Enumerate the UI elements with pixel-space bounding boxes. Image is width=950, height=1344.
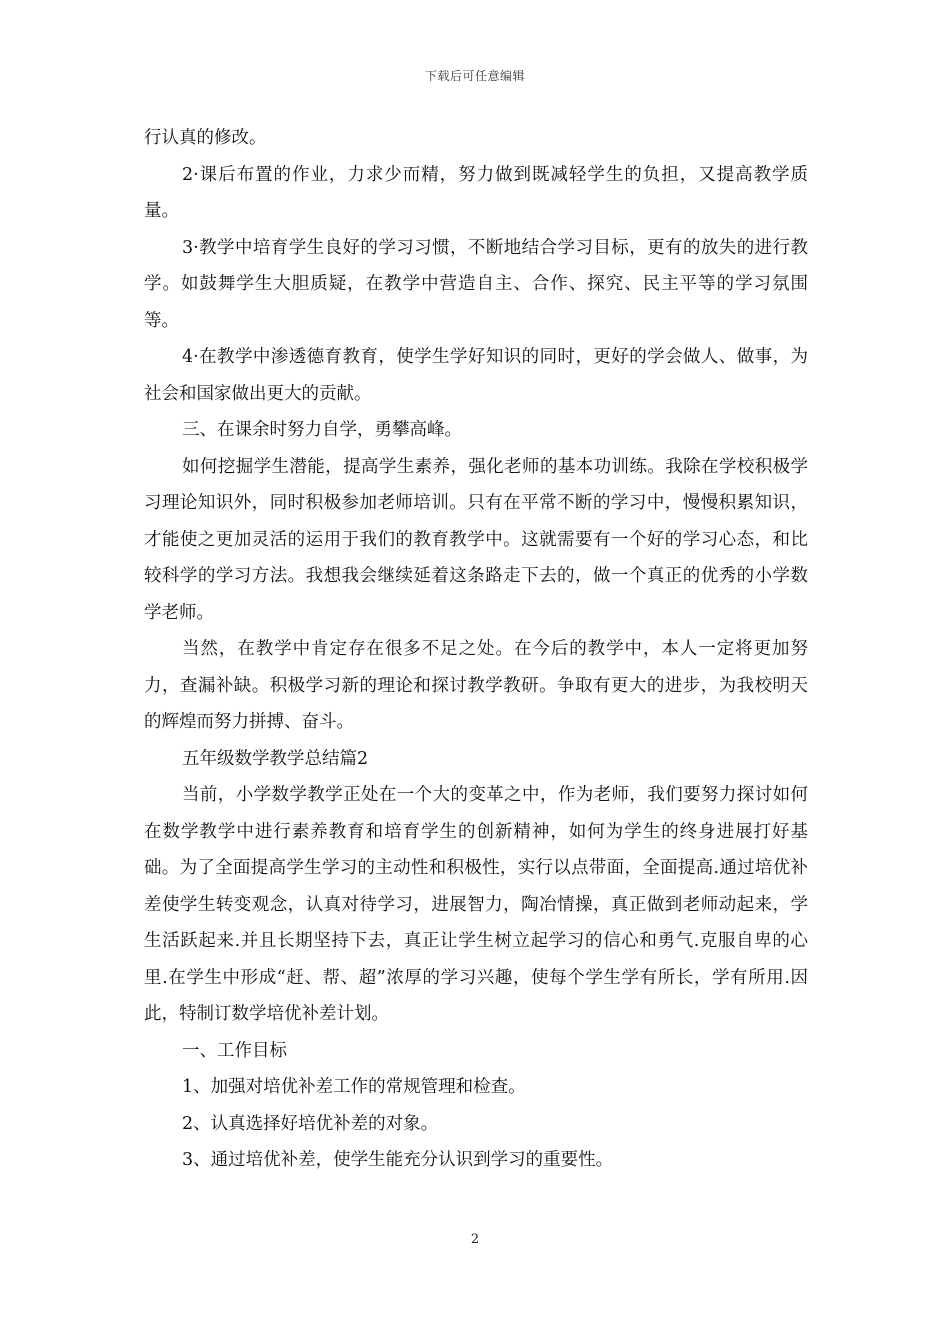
- article-title-2: 五年级数学教学总结篇2: [182, 748, 369, 769]
- paragraph-4: 4·在教学中渗透德育教育，使学生学好知识的同时，更好的学会做人、做事，为社会和国家做出更大的贡献。: [144, 347, 808, 404]
- paragraph-3: 3·教学中培育学生良好的学习习惯，不断地结合学习目标，更有的放失的进行教学。如鼓舞学生大胆质疑，在教学中营造自主、合作、探究、民主平等的学习氛围等。: [144, 237, 808, 331]
- page-header: 下载后可任意编辑: [424, 69, 525, 83]
- list-item-2: 2、认真选择好培优补差的对象。: [182, 1113, 439, 1134]
- paragraph-1: 行认真的修改。: [144, 128, 267, 148]
- paragraph-2: 2·课后布置的作业，力求少而精，努力做到既减轻学生的负担，又提高教学质量。: [144, 164, 808, 221]
- section-heading-1: 一、工作目标: [182, 1040, 287, 1061]
- page-number: 2: [470, 1232, 480, 1247]
- paragraph-9: 当前，小学数学教学正处在一个大的变革之中，作为老师，我们要努力探讨如何在数学教学中进行素养教育和培育学生的创新精神，如何为学生的终身进展打好基础。为了全面提高学生学习的主动性和积极性，实行以点带面，全面提高.通过培优补差使学生转变观念，认真对待学习，进展智力，陶冶情操，真正做到老师动起来，学生活跃起来.并且长期坚持下去，真正让学生树立起学习的信心和勇气.克服自卑的心里.在学生中形成“赶、帮、超”浓厚的学习兴趣，使每个学生学有所长，学有所用.因此，特制订数学培优补差计划。: [144, 785, 808, 1024]
- paragraph-7: 当然，在教学中肯定存在很多不足之处。在今后的教学中，本人一定将更加努力，查漏补缺。积极学习新的理论和探讨教学教研。争取有更大的进步，为我校明天的辉煌而努力拼搏、奋斗。: [144, 639, 808, 732]
- section-heading-3: 三、在课余时努力自学，勇攀高峰。: [182, 420, 462, 440]
- list-item-1: 1、加强对培优补差工作的常规管理和检查。: [182, 1077, 526, 1097]
- paragraph-6: 如何挖掘学生潜能，提高学生素养，强化老师的基本功训练。我除在学校积极学习理论知识外，同时积极参加老师培训。只有在平常不断的学习中，慢慢积累知识，才能使之更加灵活的运用于我们的教育教学中。这就需要有一个好的学习心态，和比较科学的学习方法。我想我会继续延着这条路走下去的，做一个真正的优秀的小学数学老师。: [144, 456, 808, 623]
- document-body: [144, 120, 808, 1179]
- list-item-3: 3、通过培优补差，使学生能充分认识到学习的重要性。: [182, 1150, 614, 1170]
